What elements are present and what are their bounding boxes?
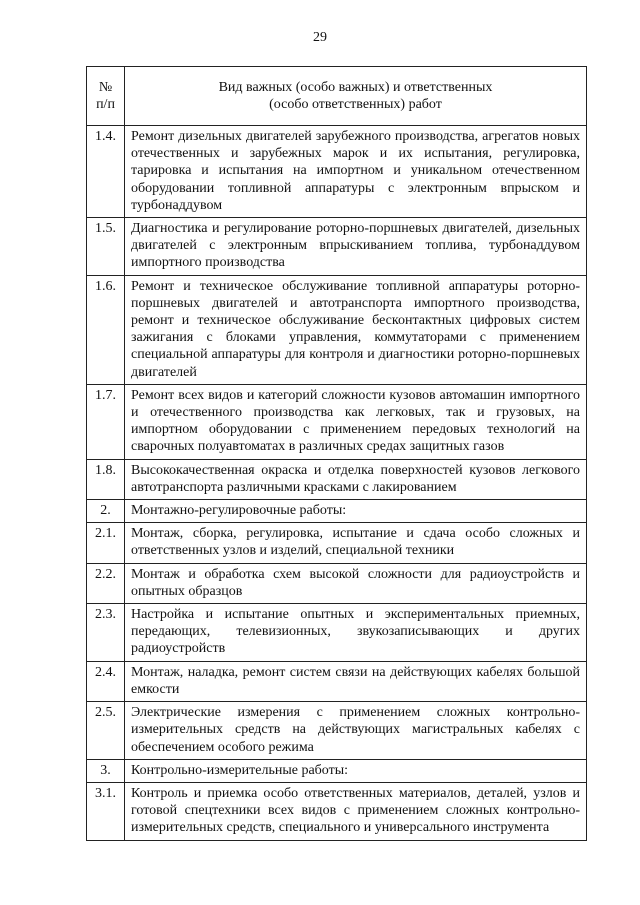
row-number: 2.3.: [87, 604, 125, 662]
table-row: [87, 759, 587, 782]
header-number-line2: п/п: [96, 97, 115, 112]
table-header-row: [87, 67, 587, 126]
table-row: [87, 523, 587, 563]
row-number: 2.: [87, 500, 125, 523]
table-row: [87, 500, 587, 523]
row-number: 3.1.: [87, 782, 125, 840]
row-text: Ремонт дизельных двигателей зарубежного производства, агрегатов новых отечественных и зарубежных марок и их испытания, регулировка, тарировка и испытания на импортном и уникальном отечественном оборудовании топливной аппаратуры с электронным впрыском и турбонаддувом: [125, 126, 587, 218]
table-row: [87, 218, 587, 276]
header-number-cell: [87, 67, 125, 126]
row-number: 1.7.: [87, 384, 125, 459]
table-row: [87, 275, 587, 384]
table-row: [87, 661, 587, 701]
row-number: 3.: [87, 759, 125, 782]
table-row: [87, 702, 587, 760]
table-row: [87, 459, 587, 499]
table-row: [87, 563, 587, 603]
row-text: Контрольно-измерительные работы:: [125, 759, 587, 782]
header-title-line1: Вид важных (особо важных) и ответственных: [218, 80, 493, 95]
row-text: Монтаж и обработка схем высокой сложности для радиоустройств и опытных образцов: [125, 563, 587, 603]
table-row: [87, 126, 587, 218]
row-number: 2.4.: [87, 661, 125, 701]
table-row: [87, 782, 587, 840]
row-number: 1.4.: [87, 126, 125, 218]
row-number: 1.8.: [87, 459, 125, 499]
row-text: Ремонт и техническое обслуживание топливной аппаратуры роторно-поршневых двигателей и автотранспорта импортного производства, ремонт и техническое обслуживание бесконтактных цифровых систем зажигания с блоками управления, коммутаторами с применением специальной аппаратуры для контроля и диагностики роторно-поршневых двигателей: [125, 275, 587, 384]
row-text: Контроль и приемка особо ответственных материалов, деталей, узлов и готовой спецтехники всех видов с применением сложных контрольно-измерительных средств, специального и универсального инструмента: [125, 782, 587, 840]
work-types-table: [86, 66, 587, 841]
header-number-line1: №: [98, 80, 113, 95]
row-text: Настройка и испытание опытных и экспериментальных приемных, передающих, телевизионных, звукозаписывающих и других радиоустройств: [125, 604, 587, 662]
row-text: Диагностика и регулирование роторно-поршневых двигателей, дизельных двигателей с электронным впрыскиванием топлива, турбонаддувом импортного производства: [125, 218, 587, 276]
row-number: 2.2.: [87, 563, 125, 603]
header-title-cell: [125, 67, 587, 126]
header-title-line2: (особо ответственных) работ: [269, 97, 442, 112]
page-number: 29: [313, 30, 327, 45]
row-text: Высококачественная окраска и отделка поверхностей кузовов легкового автотранспорта различными красками с лакированием: [125, 459, 587, 499]
table-row: [87, 604, 587, 662]
row-text: Ремонт всех видов и категорий сложности кузовов автомашин импортного и отечественного производства как легковых, так и грузовых, на импортном оборудовании с применением передовых технологий на сварочных полуавтоматах в различных средах защитных газов: [125, 384, 587, 459]
row-text: Монтаж, наладка, ремонт систем связи на действующих кабелях большой емкости: [125, 661, 587, 701]
row-text: Электрические измерения с применением сложных контрольно-измерительных средств на действующих магистральных кабелях с обеспечением особого режима: [125, 702, 587, 760]
row-number: 1.5.: [87, 218, 125, 276]
row-text: Монтажно-регулировочные работы:: [125, 500, 587, 523]
row-text: Монтаж, сборка, регулировка, испытание и сдача особо сложных и ответственных узлов и изделий, специальной техники: [125, 523, 587, 563]
table-row: [87, 384, 587, 459]
row-number: 1.6.: [87, 275, 125, 384]
row-number: 2.5.: [87, 702, 125, 760]
row-number: 2.1.: [87, 523, 125, 563]
